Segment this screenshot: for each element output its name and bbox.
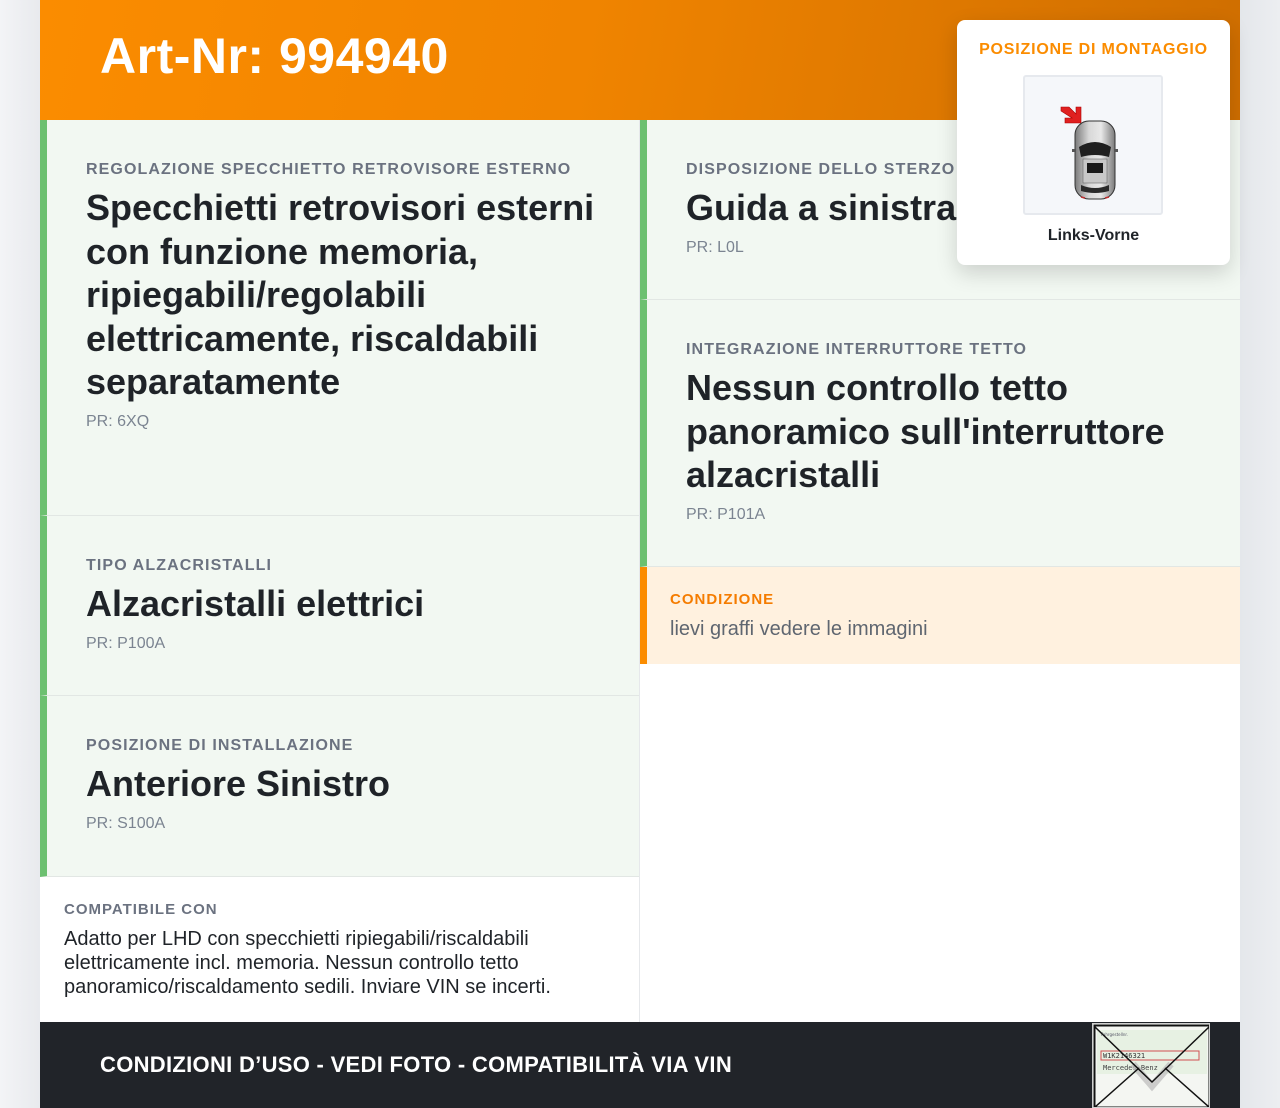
vin-envelope-icon[interactable] bbox=[1092, 1023, 1210, 1108]
spec-code: PR: P101A bbox=[686, 505, 766, 523]
footer-bar bbox=[40, 1022, 1240, 1108]
car-top-view-icon bbox=[1025, 77, 1161, 213]
spec-value: Nessun controllo tetto panoramico sull'interruttore alzacristalli bbox=[686, 367, 1165, 495]
spec-label: REGOLAZIONE SPECCHIETTO RETROVISORE ESTERNO bbox=[86, 161, 572, 178]
compatibility-text: Adatto per LHD con specchietti ripiegabili/riscaldabili elettricamente incl. memoria. Nessun controllo tetto panoramico/riscaldamento sedili. Inviare VIN se incerti. bbox=[64, 928, 551, 998]
spec-card-mirror-adjustment bbox=[40, 120, 639, 516]
condition-section bbox=[640, 567, 1240, 664]
mount-position-image[interactable] bbox=[1023, 75, 1163, 215]
compatibility-label: COMPATIBILE CON bbox=[64, 901, 218, 918]
mount-position-caption: Links-Vorne bbox=[1047, 227, 1140, 244]
spec-card-window-type bbox=[40, 516, 639, 696]
spec-code: PR: L0L bbox=[686, 238, 744, 256]
red-arrow-front-left-icon bbox=[1061, 107, 1081, 123]
spec-value: Guida a sinistra bbox=[686, 187, 957, 228]
spec-code: PR: S100A bbox=[86, 814, 166, 832]
spec-value: Specchietti retrovisori esterni con funzione memoria, ripiegabili/regolabili elettricamente, riscaldabili separatamente bbox=[86, 187, 595, 402]
compatibility-section bbox=[40, 877, 639, 999]
svg-text:Fahrgestellnr.: Fahrgestellnr. bbox=[1101, 1032, 1128, 1037]
spec-code: PR: 6XQ bbox=[86, 412, 150, 430]
spec-label: INTEGRAZIONE INTERRUTTORE TETTO bbox=[686, 341, 1028, 358]
spec-card-install-position bbox=[40, 696, 639, 877]
condition-label: CONDIZIONE bbox=[670, 591, 775, 608]
spec-label: DISPOSIZIONE DELLO STERZO bbox=[686, 161, 956, 178]
mount-position-card bbox=[957, 20, 1230, 265]
vin-text: W1K2146321 bbox=[1103, 1052, 1146, 1060]
vin-brand-text: Mercedes-Benz bbox=[1103, 1064, 1158, 1072]
condition-value: lievi graffi vedere le immagini bbox=[670, 618, 928, 640]
spec-value: Alzacristalli elettrici bbox=[86, 583, 425, 624]
spec-code: PR: P100A bbox=[86, 634, 166, 652]
spec-value: Anteriore Sinistro bbox=[86, 763, 391, 804]
footer-terms-text: CONDIZIONI D’USO - VEDI FOTO - COMPATIBILITÀ VIA VIN bbox=[100, 1052, 733, 1077]
spec-card-roof-switch bbox=[640, 300, 1240, 567]
mount-position-title: POSIZIONE DI MONTAGGIO bbox=[979, 41, 1208, 58]
spec-label: TIPO ALZACRISTALLI bbox=[86, 557, 273, 574]
spec-label: POSIZIONE DI INSTALLAZIONE bbox=[86, 737, 354, 754]
article-number-title: Art-Nr: 994940 bbox=[100, 28, 449, 84]
left-column bbox=[40, 120, 640, 1022]
